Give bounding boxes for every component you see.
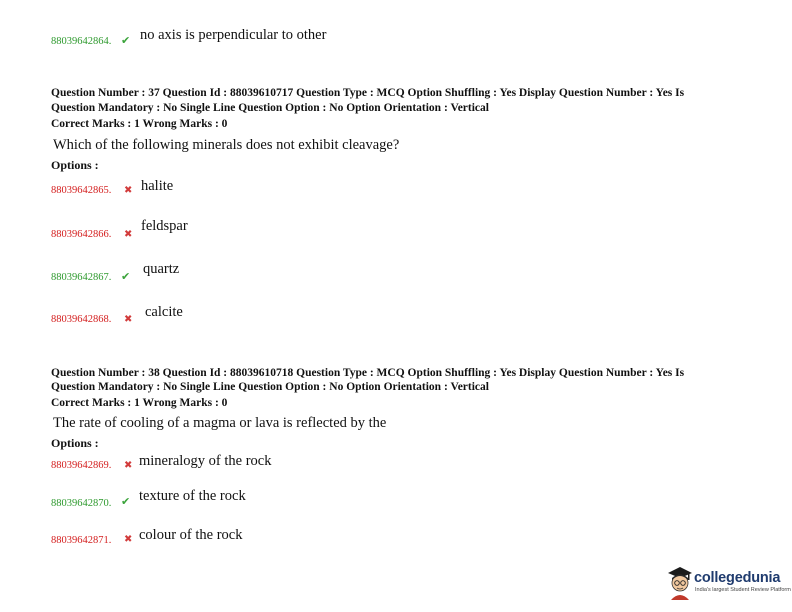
- option-id: 88039642870.: [51, 498, 112, 509]
- question-37-meta-line-1: Question Number : 37 Question Id : 88039610717 Question Type : MCQ Option Shuffling : Yes Display Question Number : Yes Is: [51, 87, 685, 99]
- wrong-cross-icon: ✖: [124, 314, 133, 325]
- wrong-cross-icon: ✖: [124, 534, 133, 545]
- question-38-text: The rate of cooling of a magma or lava is reflected by the: [53, 415, 387, 431]
- wrong-cross-icon: ✖: [124, 185, 133, 196]
- correct-check-icon: ✔: [121, 35, 131, 47]
- question-38-marks: Correct Marks : 1 Wrong Marks : 0: [51, 397, 228, 409]
- correct-check-icon: ✔: [121, 271, 131, 283]
- option-id: 88039642871.: [51, 535, 112, 546]
- option-id: 88039642869.: [51, 460, 112, 471]
- question-37-meta-line-2: Question Mandatory : No Single Line Question Option : No Option Orientation : Vertical: [51, 102, 489, 114]
- question-38-meta-line-1: Question Number : 38 Question Id : 88039610718 Question Type : MCQ Option Shuffling : Yes Display Question Number : Yes Is: [51, 367, 685, 379]
- option-text: feldspar: [141, 218, 188, 234]
- option-text: quartz: [143, 261, 180, 277]
- question-38-options-label: Options :: [51, 436, 99, 450]
- logo-wordmark: collegedunia: [694, 570, 781, 586]
- option-text: no axis is perpendicular to other: [140, 27, 327, 43]
- graduate-mascot-icon: [666, 564, 694, 600]
- option-text: texture of the rock: [139, 488, 246, 504]
- option-id: 88039642864.: [51, 36, 112, 47]
- option-id: 88039642865.: [51, 185, 112, 196]
- option-id: 88039642866.: [51, 229, 112, 240]
- option-id: 88039642867.: [51, 272, 112, 283]
- option-id: 88039642868.: [51, 314, 112, 325]
- option-text: calcite: [145, 304, 183, 320]
- option-text: colour of the rock: [139, 527, 243, 543]
- wrong-cross-icon: ✖: [124, 460, 133, 471]
- option-text: mineralogy of the rock: [139, 453, 272, 469]
- question-37-text: Which of the following minerals does not exhibit cleavage?: [53, 137, 400, 153]
- correct-check-icon: ✔: [121, 496, 131, 508]
- option-text: halite: [141, 178, 174, 194]
- question-38-meta-line-2: Question Mandatory : No Single Line Question Option : No Option Orientation : Vertical: [51, 381, 489, 393]
- wrong-cross-icon: ✖: [124, 229, 133, 240]
- question-37-options-label: Options :: [51, 158, 99, 172]
- question-37-marks: Correct Marks : 1 Wrong Marks : 0: [51, 118, 228, 130]
- logo-tagline: India's largest Student Review Platform: [695, 587, 791, 593]
- collegedunia-logo: [666, 564, 791, 604]
